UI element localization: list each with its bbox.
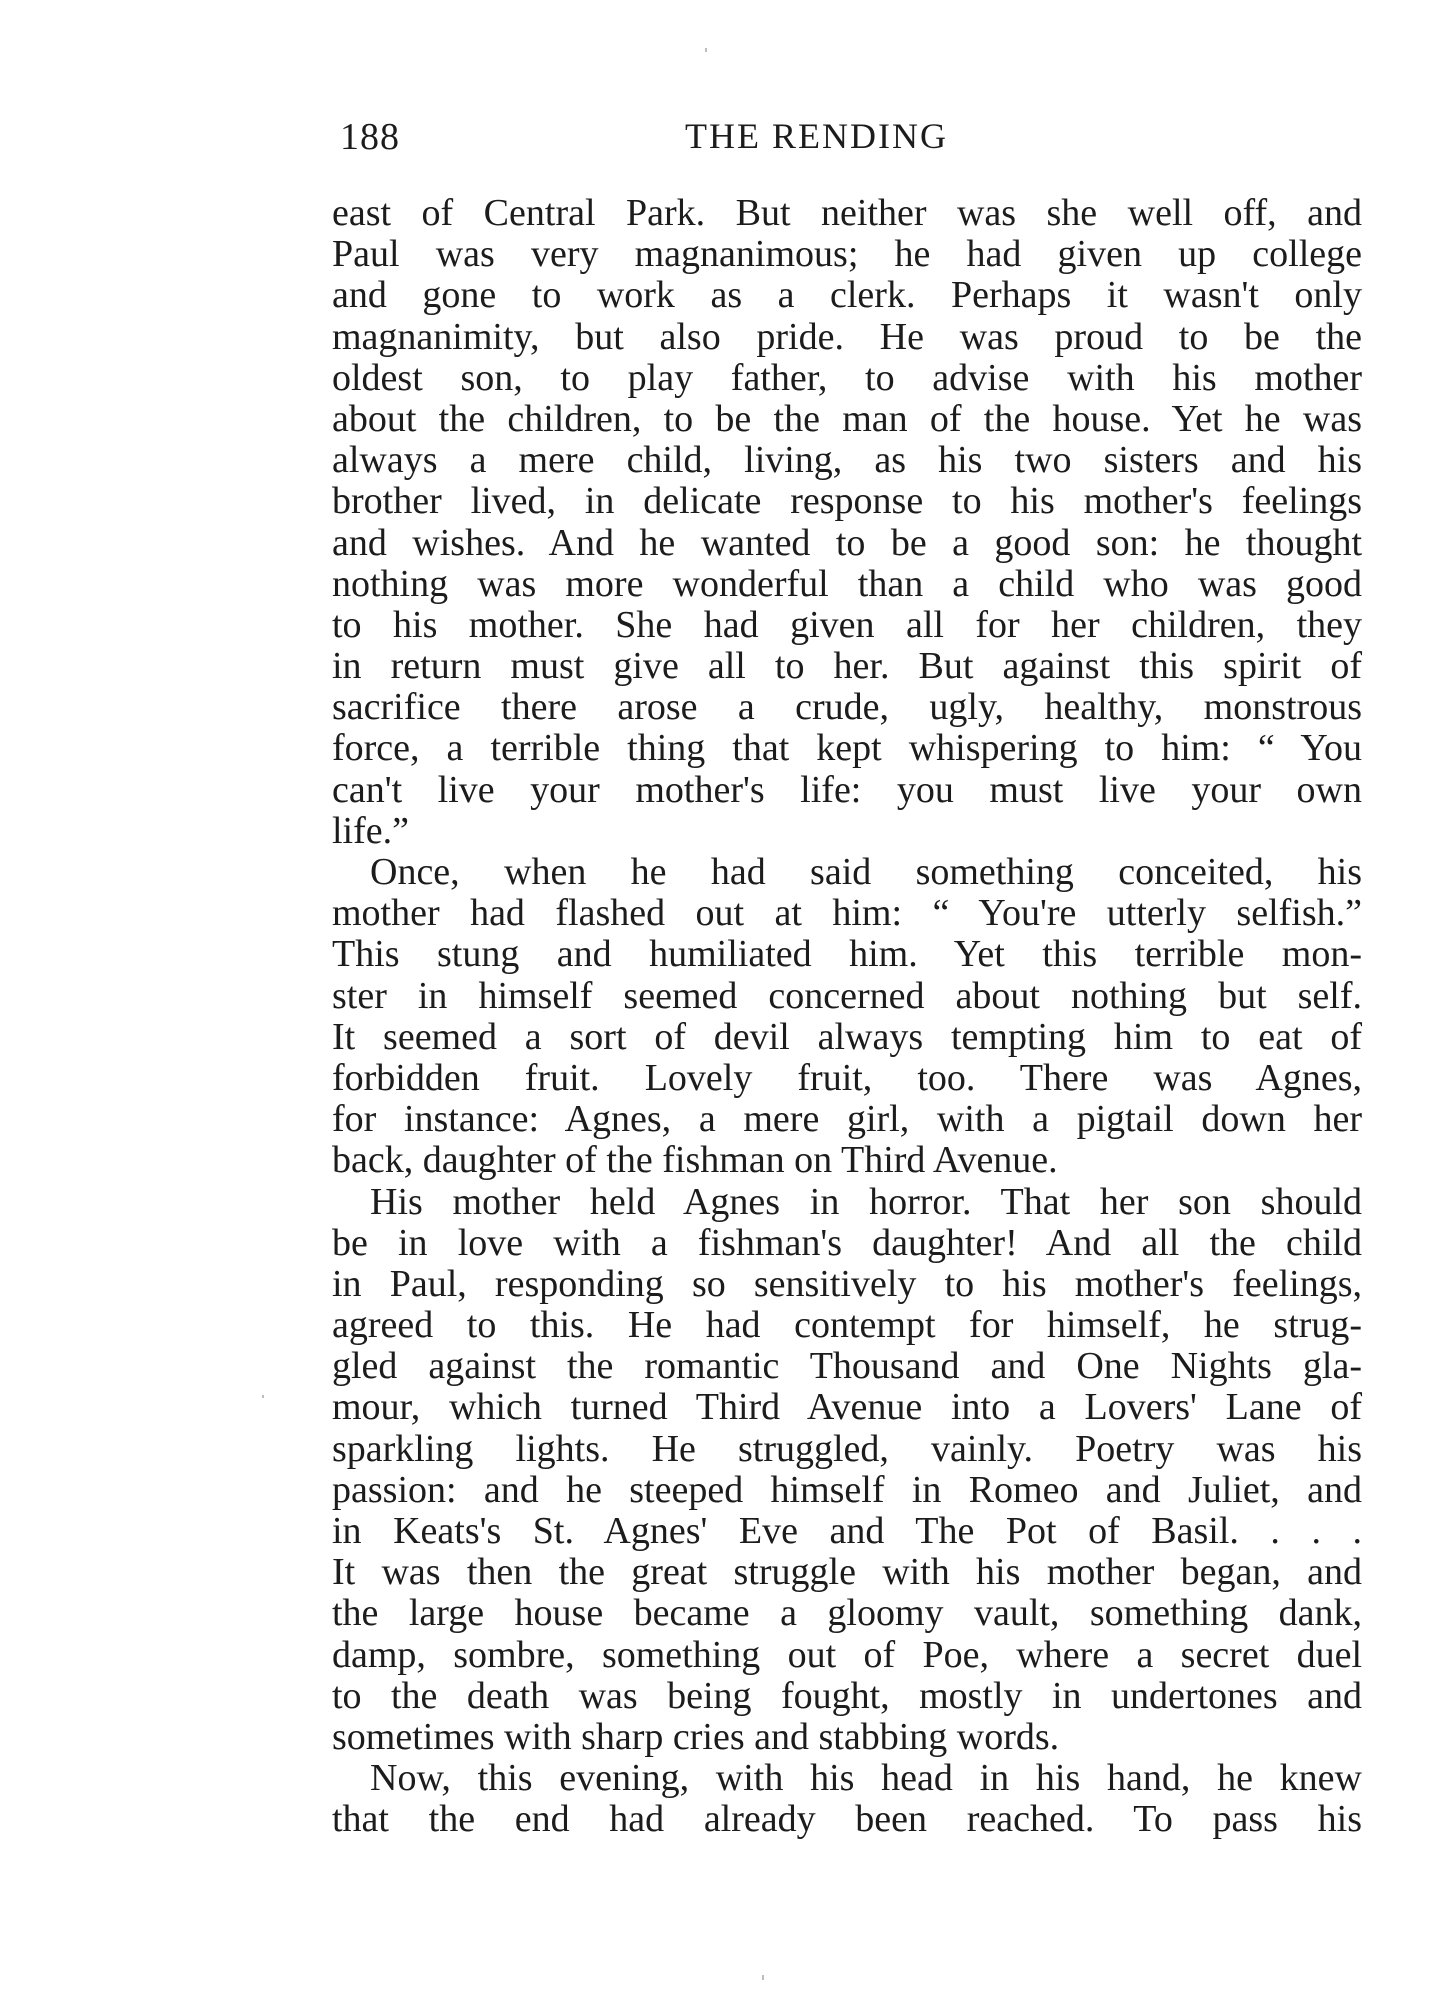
text-line: sparkling lights. He struggled, vainly. Poetry was his xyxy=(332,1427,1362,1470)
text-line: and wishes. And he wanted to be a good son: he thought xyxy=(332,521,1362,564)
text-line: in return must give all to her. But against this spirit of xyxy=(332,645,1362,688)
text-line: to the death was being fought, mostly in undertones and xyxy=(332,1674,1362,1717)
text-line: mother had flashed out at him: “ You're utterly selfish.” xyxy=(332,892,1362,935)
scan-dust-mark xyxy=(762,1975,764,1980)
text-line: nothing was more wonderful than a child who was good xyxy=(332,562,1362,605)
text-line: Paul was very magnanimous; he had given up college xyxy=(332,233,1362,276)
text-line: force, a terrible thing that kept whispering to him: “ You xyxy=(332,727,1362,770)
scan-dust-mark xyxy=(705,48,707,52)
text-line: in Paul, responding so sensitively to his mother's feelings, xyxy=(332,1262,1362,1305)
text-line: forbidden fruit. Lovely fruit, too. There was Agnes, xyxy=(332,1056,1362,1099)
text-line: gled against the romantic Thousand and One Nights gla- xyxy=(332,1345,1362,1388)
running-title: THE RENDING xyxy=(685,116,948,156)
text-line: It seemed a sort of devil always tempting him to eat of xyxy=(332,1015,1362,1058)
text-line: agreed to this. He had contempt for himself, he strug- xyxy=(332,1304,1362,1347)
text-line: and gone to work as a clerk. Perhaps it wasn't only xyxy=(332,274,1362,317)
text-line: sometimes with sharp cries and stabbing words. xyxy=(332,1715,1060,1758)
scan-dust-mark xyxy=(262,1395,264,1398)
text-line: sacrifice there arose a crude, ugly, healthy, monstrous xyxy=(332,686,1362,729)
page-number: 188 xyxy=(340,116,400,158)
text-line: oldest son, to play father, to advise with his mother xyxy=(332,356,1362,399)
text-line: be in love with a fishman's daughter! And all the child xyxy=(332,1221,1362,1264)
text-line: ster in himself seemed concerned about nothing but self. xyxy=(332,974,1362,1017)
text-line: brother lived, in delicate response to his mother's feelings xyxy=(332,480,1362,523)
text-line: Once, when he had said something conceited, his xyxy=(370,851,1362,893)
text-line: Now, this evening, with his head in his hand, he knew xyxy=(370,1757,1362,1800)
text-line: mour, which turned Third Avenue into a Lovers' Lane of xyxy=(332,1386,1362,1429)
text-line: life.” xyxy=(332,809,410,852)
paragraph xyxy=(332,1182,1362,1759)
text-line: back, daughter of the fishman on Third Avenue. xyxy=(332,1139,1058,1182)
text-line: that the end had already been reached. To pass his xyxy=(332,1798,1362,1841)
paragraph xyxy=(332,1758,1362,1840)
text-line: always a mere child, living, as his two sisters and his xyxy=(332,439,1362,482)
text-line: This stung and humiliated him. Yet this terrible mon- xyxy=(332,933,1362,976)
text-line: about the children, to be the man of the house. Yet he was xyxy=(332,397,1362,440)
text-line: can't live your mother's life: you must live your own xyxy=(332,768,1362,811)
text-line: passion: and he steeped himself in Romeo and Juliet, and xyxy=(332,1468,1362,1511)
running-head xyxy=(340,115,1360,165)
text-line: east of Central Park. But neither was she well off, and xyxy=(332,192,1362,234)
paragraph xyxy=(332,193,1362,852)
text-line: to his mother. She had given all for her children, they xyxy=(332,603,1362,646)
text-line: damp, sombre, something out of Poe, where a secret duel xyxy=(332,1633,1362,1676)
paragraph xyxy=(332,852,1362,1182)
text-line: magnanimity, but also pride. He was proud to be the xyxy=(332,315,1362,358)
text-line: in Keats's St. Agnes' Eve and The Pot of Basil. . . . xyxy=(332,1510,1362,1552)
body-text xyxy=(332,193,1362,1841)
text-line: for instance: Agnes, a mere girl, with a pigtail down her xyxy=(332,1098,1362,1141)
text-line: It was then the great struggle with his mother began, and xyxy=(332,1551,1362,1594)
text-line: the large house became a gloomy vault, something dank, xyxy=(332,1592,1362,1635)
text-line: His mother held Agnes in horror. That her son should xyxy=(370,1180,1362,1223)
